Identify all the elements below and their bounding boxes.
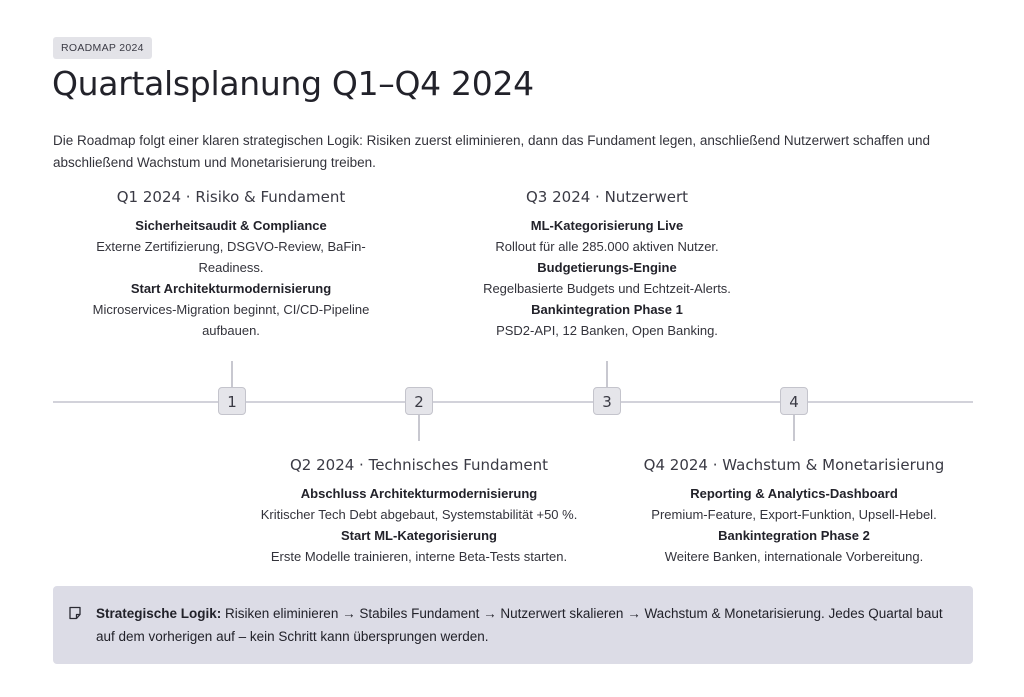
milestone-text: Premium-Feature, Export-Funktion, Upsell-Hebel.	[651, 507, 937, 522]
timeline-node-4: 4	[780, 387, 808, 415]
milestone-text: Weitere Banken, internationale Vorbereitung.	[664, 549, 924, 564]
quarter-title: Q2 2024 · Technisches Fundament	[289, 456, 548, 474]
milestone-text: Externe Zertifizierung, DSGVO-Review, BaFin-Readiness.	[96, 239, 366, 275]
page-title: Quartalsplanung Q1–Q4 2024	[52, 64, 534, 103]
timeline-stem-q4	[793, 415, 795, 441]
timeline-stem-q3	[606, 361, 608, 387]
timeline-node-3: 3	[593, 387, 621, 415]
timeline-stem-q1	[231, 361, 233, 387]
milestone-text: Microservices-Migration beginnt, CI/CD-Pipeline aufbauen.	[92, 302, 370, 338]
timeline-node-1: 1	[218, 387, 246, 415]
quarter-q4	[609, 455, 979, 567]
milestone-text: Kritischer Tech Debt abgebaut, Systemstabilität +50 %.	[260, 507, 578, 522]
milestone-text: PSD2-API, 12 Banken, Open Banking.	[496, 323, 718, 338]
milestone-heading: Sicherheitsaudit & Compliance	[135, 218, 327, 233]
milestone-heading: Start ML-Kategorisierung	[340, 528, 497, 543]
intro-text: Die Roadmap folgt einer klaren strategischen Logik: Risiken zuerst eliminieren, dann das Fundament legen, anschließend Nutzerwert schaffen und abschließend Wachstum und Monetarisierung treiben.	[53, 133, 930, 170]
milestone-heading: ML-Kategorisierung Live	[530, 218, 684, 233]
timeline-node-2: 2	[405, 387, 433, 415]
milestone-text: Rollout für alle 285.000 aktiven Nutzer.	[495, 239, 719, 254]
quarter-q2	[244, 455, 594, 567]
quarter-q3	[447, 187, 767, 341]
timeline-stem-q2	[418, 415, 420, 441]
quarter-title: Q1 2024 · Risiko & Fundament	[116, 188, 346, 206]
quarter-q1	[81, 187, 381, 341]
milestone-heading: Start Architekturmodernisierung	[130, 281, 332, 296]
milestone-text: Erste Modelle trainieren, interne Beta-Tests starten.	[270, 549, 568, 564]
milestone-heading: Bankintegration Phase 1	[531, 302, 683, 317]
quarter-title: Q3 2024 · Nutzerwert	[525, 188, 689, 206]
roadmap-badge: ROADMAP 2024	[53, 37, 152, 59]
milestone-heading: Reporting & Analytics-Dashboard	[690, 486, 898, 501]
milestone-heading: Budgetierungs-Engine	[537, 260, 677, 275]
callout-label: Strategische Logik:	[96, 606, 222, 621]
milestone-heading: Abschluss Architekturmodernisierung	[300, 486, 538, 501]
callout-text: Risiken eliminieren → Stabiles Fundament → Nutzerwert skalieren → Wachstum & Monetarisierung. Jedes Quartal baut auf dem vorherigen auf – kein Schritt kann übersprungen werden.	[96, 606, 943, 644]
quarter-title: Q4 2024 · Wachstum & Monetarisierung	[643, 456, 945, 474]
milestone-heading: Bankintegration Phase 2	[718, 528, 870, 543]
note-icon	[68, 606, 82, 620]
milestone-text: Regelbasierte Budgets und Echtzeit-Alerts.	[483, 281, 731, 296]
strategy-callout	[53, 586, 973, 664]
timeline-axis	[53, 401, 973, 403]
